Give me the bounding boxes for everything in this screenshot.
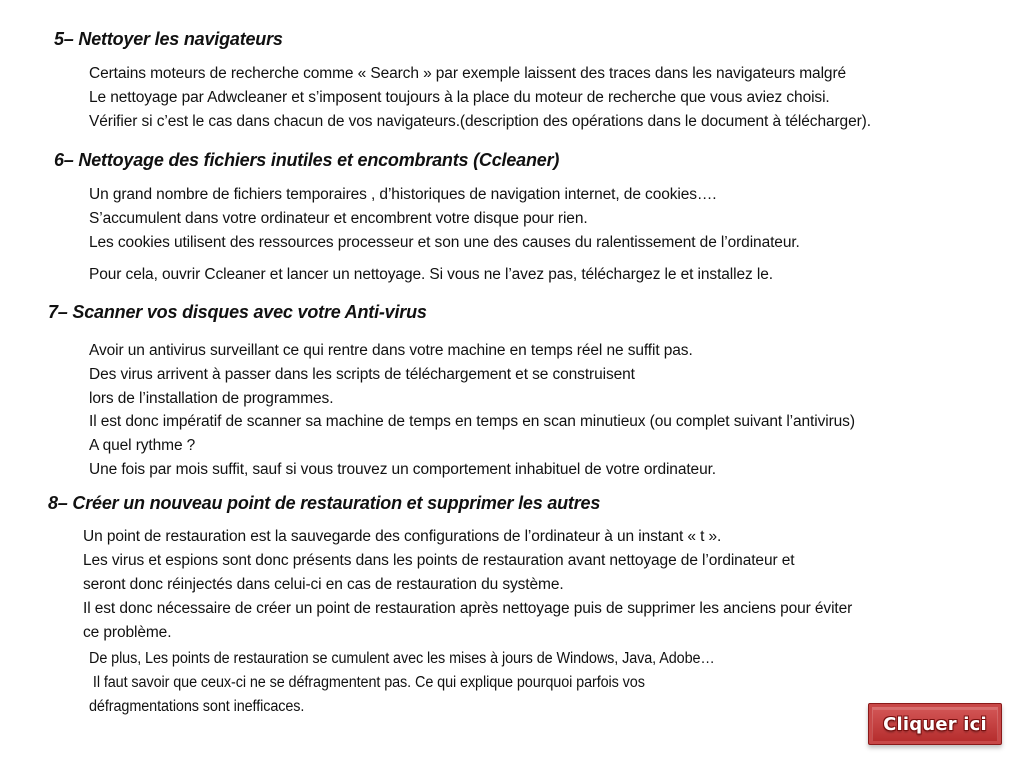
section-text-line: Il est donc nécessaire de créer un point de restauration après nettoyage puis de supprimer les anciens pour éviter <box>83 600 853 617</box>
section-text-line: défragmentations sont inefficaces. <box>89 698 305 715</box>
section-text-line: Les virus et espions sont donc présents dans les points de restauration avant nettoyage de l’ordinateur et <box>83 552 795 569</box>
section-heading: 5– Nettoyer les navigateurs <box>54 29 283 49</box>
section-text-line: Les cookies utilisent des ressources processeur et son une des causes du ralentissement de l’ordinateur. <box>89 234 800 251</box>
section-text-line: Une fois par mois suffit, sauf si vous trouvez un comportement inhabituel de votre ordinateur. <box>89 461 717 478</box>
section-text-line: Certains moteurs de recherche comme « Search » par exemple laissent des traces dans les navigateurs malgré <box>89 65 847 82</box>
section-text-line: lors de l’installation de programmes. <box>89 390 334 407</box>
section-heading: 8– Créer un nouveau point de restauration et supprimer les autres <box>48 493 601 513</box>
section-text-line: De plus, Les points de restauration se cumulent avec les mises à jours de Windows, Java, Adobe… <box>89 650 715 667</box>
section-text-line: ce problème. <box>83 624 172 641</box>
section-text-line: Des virus arrivent à passer dans les scripts de téléchargement et se construisent <box>89 366 635 383</box>
section-text-line: seront donc réinjectés dans celui-ci en cas de restauration du système. <box>83 576 564 593</box>
section-text-line: Le nettoyage par Adwcleaner et s’imposent toujours à la place du moteur de recherche que vous aviez choisi. <box>89 89 830 106</box>
section-text-line: S’accumulent dans votre ordinateur et encombrent votre disque pour rien. <box>89 210 588 227</box>
section-text-line: Avoir un antivirus surveillant ce qui rentre dans votre machine en temps réel ne suffit pas. <box>89 342 693 359</box>
section-heading: 7– Scanner vos disques avec votre Anti-virus <box>48 302 427 322</box>
section-text-line: Il faut savoir que ceux-ci ne se défragmentent pas. Ce qui explique pourquoi parfois vos <box>89 674 645 691</box>
section-heading: 6– Nettoyage des fichiers inutiles et encombrants (Ccleaner) <box>54 150 560 170</box>
section-text-line: Vérifier si c’est le cas dans chacun de vos navigateurs.(description des opérations dans le document à télécharger). <box>89 113 871 130</box>
section-text-line: Il est donc impératif de scanner sa machine de temps en temps en scan minutieux (ou complet suivant l’antivirus) <box>89 413 855 430</box>
section-text-line: Un point de restauration est la sauvegarde des configurations de l’ordinateur à un instant « t ». <box>83 528 722 545</box>
section-text-line: Un grand nombre de fichiers temporaires , d’historiques de navigation internet, de cookies…. <box>89 186 717 203</box>
section-text-line: A quel rythme ? <box>89 437 196 454</box>
cliquer-ici-button[interactable] <box>868 703 1002 745</box>
cliquer-ici-label: Cliquer ici <box>883 713 987 735</box>
section-text-line: Pour cela, ouvrir Ccleaner et lancer un nettoyage. Si vous ne l’avez pas, téléchargez le et installez le. <box>89 266 773 283</box>
